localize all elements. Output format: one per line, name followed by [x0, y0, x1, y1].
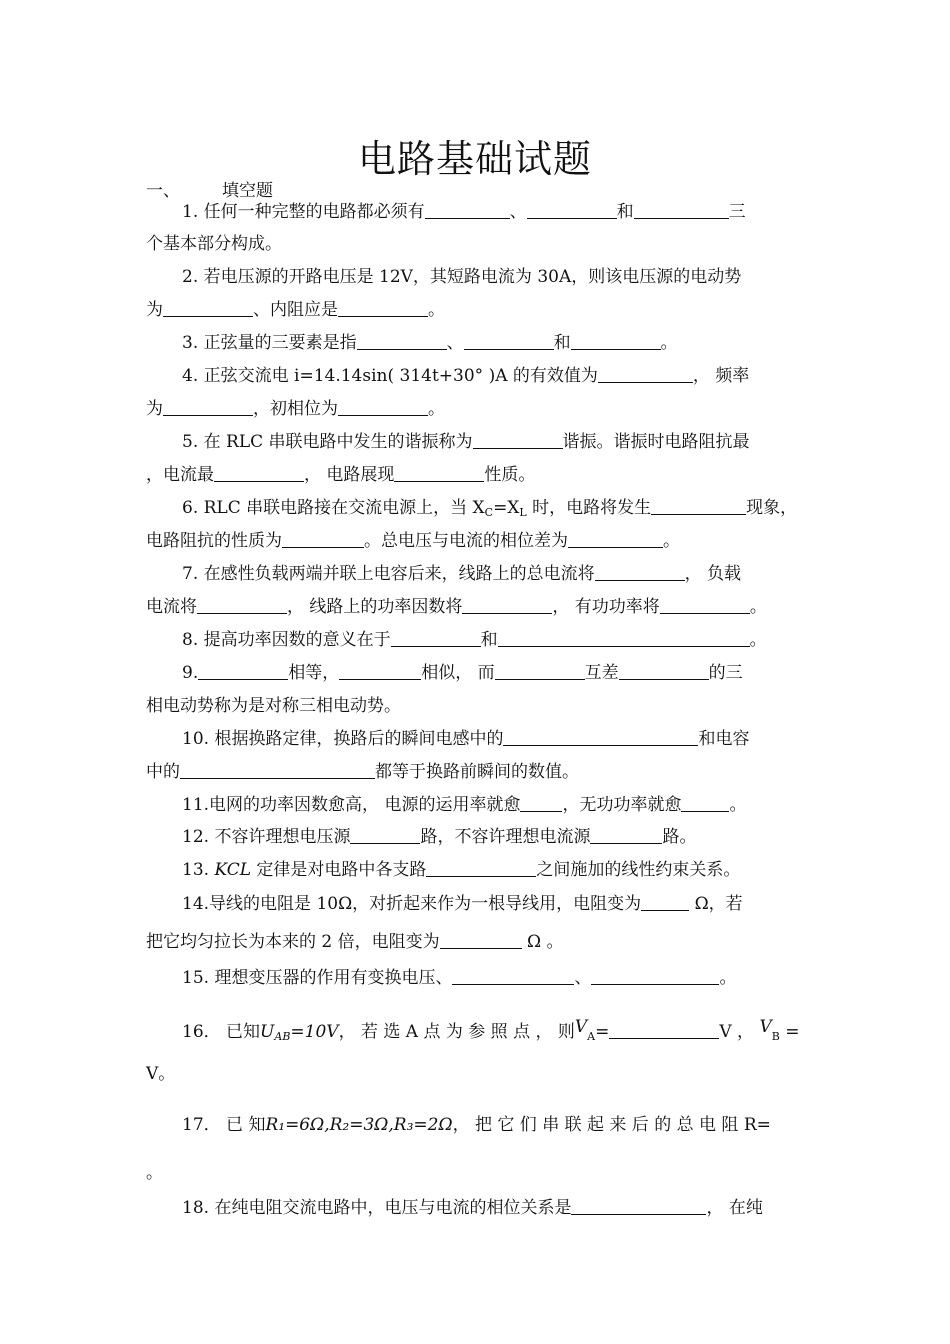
- answer-blank[interactable]: [568, 530, 663, 548]
- answer-blank[interactable]: [527, 201, 617, 219]
- question-1-line-2: 个基本部分构成。: [146, 234, 282, 254]
- answer-blank[interactable]: [350, 826, 420, 844]
- answer-blank[interactable]: [163, 299, 253, 317]
- answer-blank[interactable]: [464, 332, 554, 350]
- answer-blank[interactable]: [163, 398, 253, 416]
- question-16-line-2: V。: [146, 1064, 176, 1084]
- answer-blank[interactable]: [426, 859, 536, 877]
- question-4-line-1: 4. 正弦交流电 i=14.14sin( 314t+30° )A 的有效值为 ， 频率: [182, 366, 750, 386]
- question-12: 12. 不容许理想电压源 路，不容许理想电流源 路。: [182, 827, 697, 847]
- answer-blank[interactable]: [609, 1021, 719, 1039]
- answer-blank[interactable]: [660, 596, 750, 614]
- answer-blank[interactable]: [462, 596, 552, 614]
- answer-blank[interactable]: [498, 629, 750, 647]
- answer-blank[interactable]: [473, 431, 563, 449]
- answer-blank[interactable]: [641, 893, 689, 911]
- answer-blank[interactable]: [282, 530, 364, 548]
- answer-blank[interactable]: [520, 794, 562, 812]
- question-8: 8. 提高功率因数的意义在于 和 。: [182, 630, 767, 650]
- answer-blank[interactable]: [651, 497, 746, 515]
- answer-blank[interactable]: [598, 365, 693, 383]
- answer-blank[interactable]: [591, 967, 719, 985]
- question-3: 3. 正弦量的三要素是指 、 和 。: [182, 333, 678, 353]
- answer-blank[interactable]: [681, 794, 729, 812]
- question-17-line-2: 。: [146, 1163, 163, 1183]
- answer-blank[interactable]: [197, 596, 287, 614]
- answer-blank[interactable]: [571, 332, 661, 350]
- answer-blank[interactable]: [394, 464, 484, 482]
- question-2-line-1: 2. 若电压源的开路电压是 12V，其短路电流为 30A，则该电压源的电动势: [182, 267, 742, 287]
- answer-blank[interactable]: [452, 967, 574, 985]
- question-17-line-1: 17． 已 知R₁=6Ω,R₂=3Ω,R₃=2Ω， 把 它 们 串 联 起 来 后 的 总 电 阻 R=: [182, 1115, 771, 1135]
- question-13: 13. KCL 定律是对电路中各支路 之间施加的线性约束关系。: [182, 860, 741, 880]
- answer-blank[interactable]: [214, 464, 304, 482]
- question-10-line-2: 中的 都等于换路前瞬间的数值。: [146, 762, 579, 782]
- section-number: 一、: [146, 181, 180, 201]
- answer-blank[interactable]: [391, 629, 481, 647]
- question-15: 15. 理想变压器的作用有变换电压、 、 。: [182, 968, 737, 988]
- question-16-line-1: 16． 已知$U_{AB}=10V$， 若 选 A 点 为 参 照 点 ， 则$V_A= V$ ， $V_B$ =: [182, 1017, 800, 1043]
- answer-blank[interactable]: [619, 662, 709, 680]
- question-7-line-1: 7. 在感性负载两端并联上电容后来，线路上的总电流将 ， 负载: [182, 564, 742, 584]
- answer-blank[interactable]: [180, 761, 375, 779]
- answer-blank[interactable]: [198, 662, 288, 680]
- answer-blank[interactable]: [503, 728, 698, 746]
- question-7-line-2: 电流将 ， 线路上的功率因数将 ， 有功功率将 。: [146, 597, 767, 617]
- answer-blank[interactable]: [357, 332, 447, 350]
- question-4-line-2: 为 ，初相位为 。: [146, 399, 445, 419]
- question-5-line-1: 5. 在 RLC 串联电路中发生的谐振称为 谐振。谐振时电路阻抗最: [182, 432, 750, 452]
- answer-blank[interactable]: [440, 931, 522, 949]
- answer-blank[interactable]: [634, 201, 729, 219]
- question-10-line-1: 10. 根据换路定律，换路后的瞬间电感中的 和电容: [182, 729, 750, 749]
- question-18-line-1: 18. 在纯电阻交流电路中，电压与电流的相位关系是 ， 在纯: [182, 1198, 763, 1218]
- question-14-line-1: 14.导线的电阻是 10Ω，对折起来作为一根导线用，电阻变为 Ω，若: [182, 894, 743, 914]
- page-title: 电路基础试题: [357, 137, 592, 181]
- section-label: 填空题: [222, 181, 273, 201]
- answer-blank[interactable]: [338, 398, 428, 416]
- answer-blank[interactable]: [338, 299, 428, 317]
- question-9-line-2: 相电动势称为是对称三相电动势。: [146, 696, 401, 716]
- question-1-line-1: 1. 任何一种完整的电路都必须有 、 和 三: [182, 202, 746, 222]
- answer-blank[interactable]: [495, 662, 585, 680]
- question-11: 11.电网的功率因数愈高， 电源的运用率就愈 ，无功功率就愈 。: [182, 795, 747, 815]
- answer-blank[interactable]: [595, 563, 685, 581]
- question-6-line-1: 6. RLC 串联电路接在交流电源上，当 $X_C=X_L$ 时，电路将发生 现象，: [182, 498, 798, 519]
- question-5-line-2: ，电流最 ， 电路展现 性质。: [146, 465, 536, 485]
- question-2-line-2: 为 、内阻应是 。: [146, 300, 445, 320]
- section-heading: [146, 176, 273, 201]
- question-14-line-2: 把它均匀拉长为本来的 2 倍，电阻变为 Ω 。: [146, 932, 564, 952]
- answer-blank[interactable]: [590, 826, 662, 844]
- answer-blank[interactable]: [571, 1197, 706, 1215]
- question-6-line-2: 电路阻抗的性质为 。总电压与电流的相位差为 。: [146, 531, 680, 551]
- answer-blank[interactable]: [425, 201, 510, 219]
- question-9-line-1: 9. 相等， 相似， 而 互差 的三: [182, 663, 743, 683]
- answer-blank[interactable]: [339, 662, 421, 680]
